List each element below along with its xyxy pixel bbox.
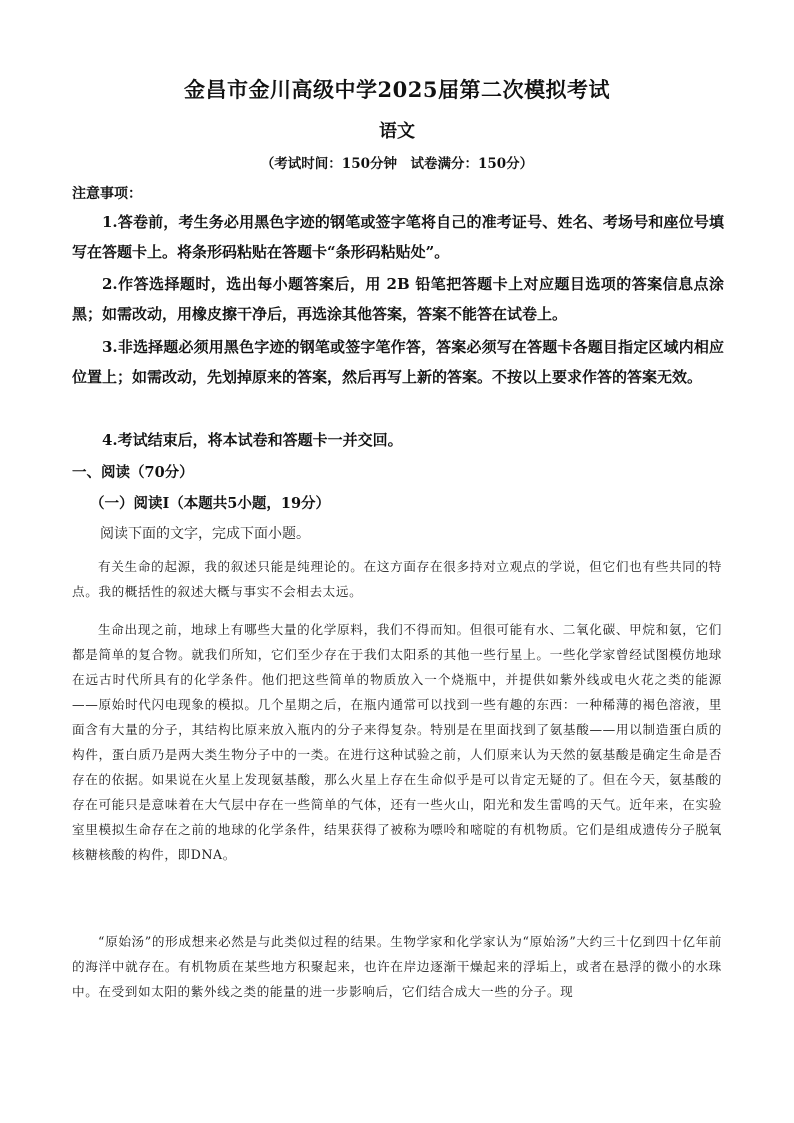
notice-item-2: 2.作答选择题时，选出每小题答案后，用 2B 铅笔把答题卡上对应题目选项的答案信息点涂黑；如需改动，用橡皮擦干净后，再选涂其他答案，答案不能答在试卷上。: [72, 275, 724, 323]
reading-instruction: 阅读下面的文字，完成下面小题。: [100, 526, 310, 542]
exam-title: 金昌市金川高级中学2025届第二次模拟考试: [184, 77, 610, 102]
subject-title: 语文: [379, 121, 415, 142]
notice-item-3: 3.非选择题必须用黑色字迹的钢笔或签字笔作答，答案必须写在答题卡各题目指定区域内相应位置上；如需改动，先划掉原来的答案，然后再写上新的答案。不按以上要求作答的答案无效。: [72, 338, 724, 386]
section-heading: 一、阅读（70分）: [72, 464, 194, 481]
notice-heading: 注意事项：: [72, 186, 142, 202]
notice-item-4: 4.考试结束后，将本试卷和答题卡一并交回。: [102, 431, 403, 449]
subsection-heading: （一）阅读Ⅰ（本题共5小题，19分）: [90, 495, 331, 512]
passage-paragraph-3: “原始汤”的形成想来必然是与此类似过程的结果。生物学家和化学家认为“原始汤”大约三十亿到四十亿年前的海洋中就存在。有机物质在某些地方积聚起来，也许在岸边逐渐干燥起来的浮垢上，或者在悬浮的微小的水珠中。在受到如太阳的紫外线之类的能量的进一步影响后，它们结合成大一些的分子。现: [72, 934, 722, 999]
notice-item-1: 1.答卷前，考生务必用黑色字迹的钢笔或签字笔将自己的准考证号、姓名、考场号和座位号填写在答题卡上。将条形码粘贴在答题卡“条形码粘贴处”。: [72, 213, 724, 261]
passage-paragraph-1: 有关生命的起源，我的叙述只能是纯理论的。在这方面存在很多持对立观点的学说，但它们也有些共同的特点。我的概括性的叙述大概与事实不会相去太远。: [72, 559, 722, 599]
exam-time-info: （考试时间：150分钟 试卷满分：150分）: [260, 156, 534, 172]
passage-paragraph-2: 生命出现之前，地球上有哪些大量的化学原料，我们不得而知。但很可能有水、二氧化碳、甲烷和氨，它们都是简单的复合物。就我们所知，它们至少存在于我们太阳系的其他一些行星上。一些化学家曾经试图模仿地球在远古时代所具有的化学条件。他们把这些简单的物质放入一个烧瓶中，并提供如紫外线或电火花之类的能源——原始时代闪电现象的模拟。几个星期之后，在瓶内通常可以找到一些有趣的东西：一种稀薄的褐色溶液，里面含有大量的分子，其结构比原来放入瓶内的分子来得复杂。特别是在里面找到了氨基酸——用以制造蛋白质的构件，蛋白质乃是两大类生物分子中的一类。在进行这种试验之前，人们原来认为天然的氨基酸是确定生命是否存在的依据。如果说在火星上发现氨基酸，那么火星上存在生命似乎是可以肯定无疑的了。但在今天，氨基酸的存在可能只是意味着在大气层中存在一些简单的气体，还有一些火山，阳光和发生雷鸣的天气。近年来，在实验室里模拟生命存在之前的地球的化学条件，结果获得了被称为嘌呤和嘧啶的有机物质。它们是组成遗传分子脱氧核糖核酸的构件，即DNA。: [72, 622, 722, 862]
